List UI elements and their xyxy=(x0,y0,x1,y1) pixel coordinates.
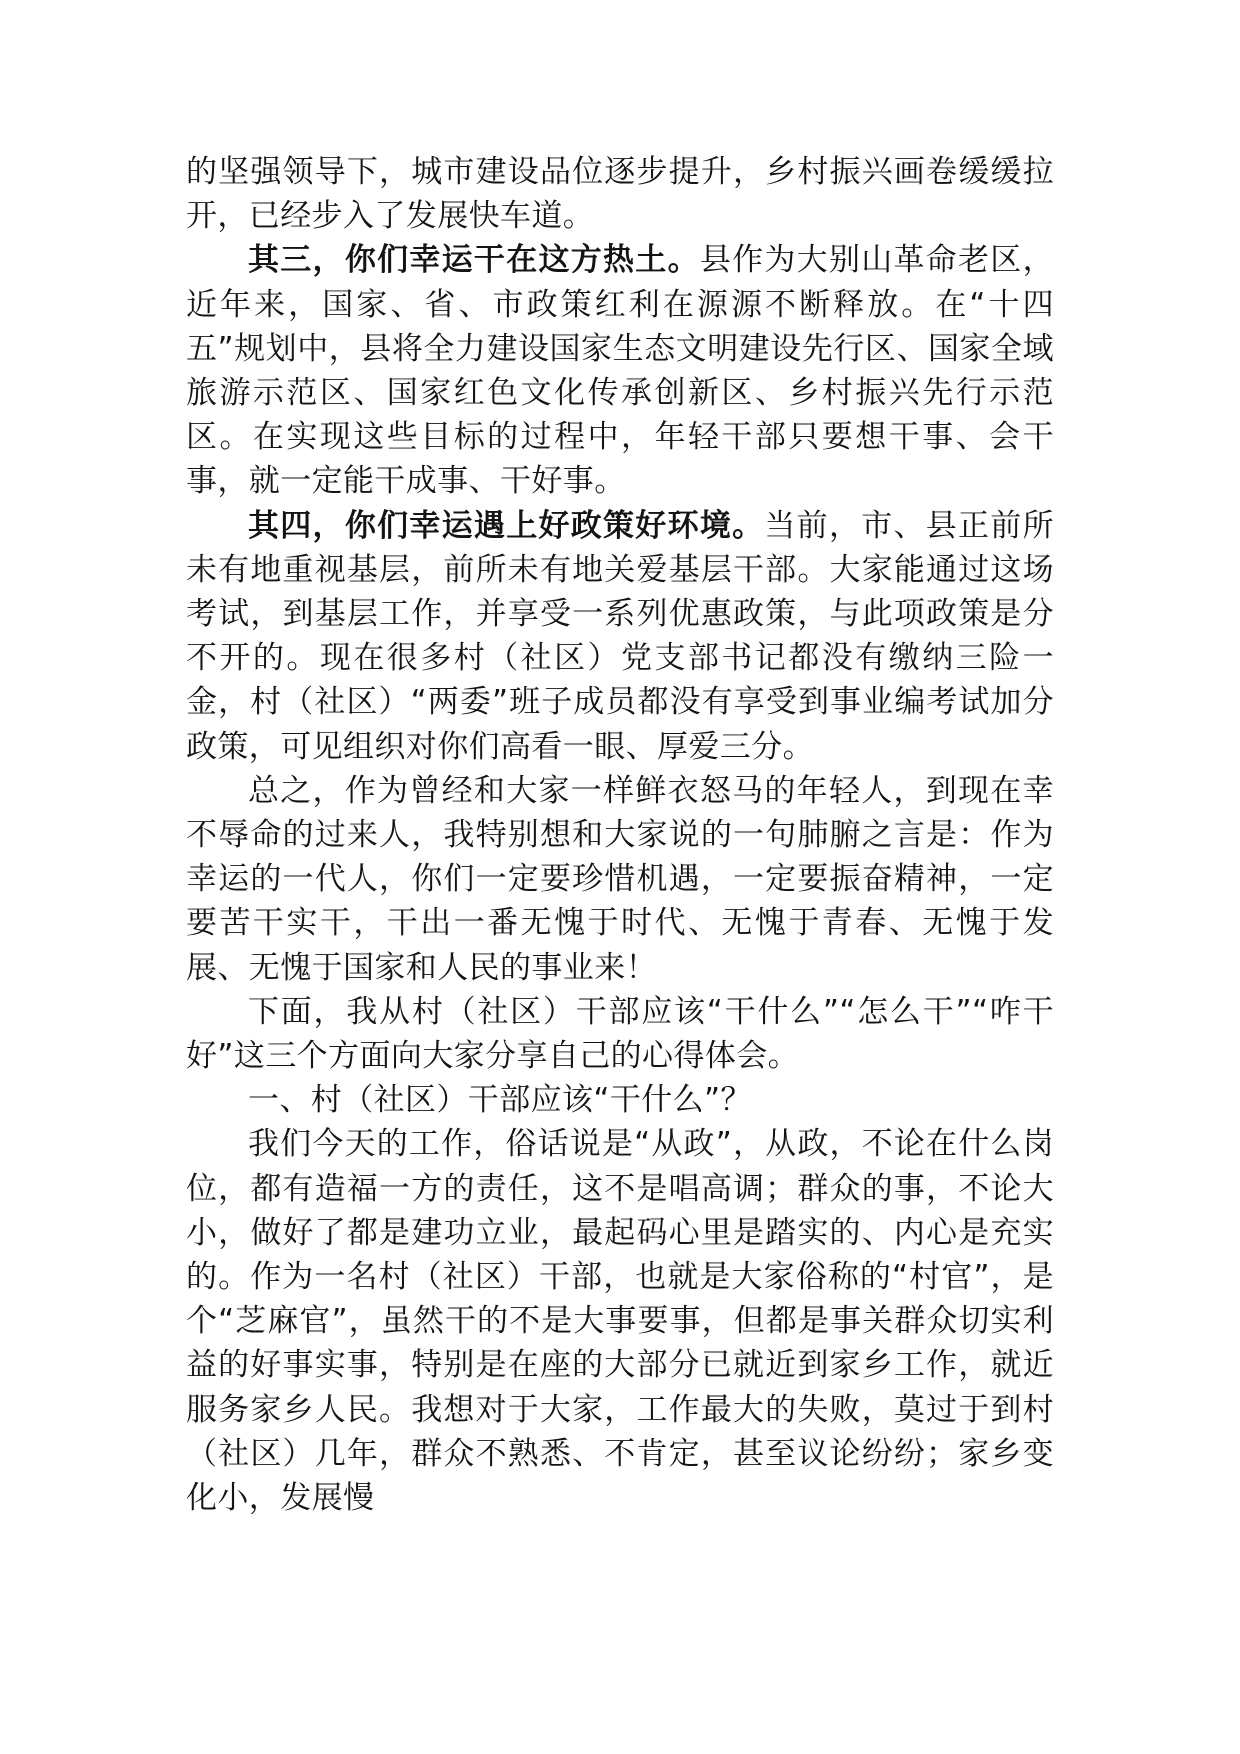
paragraph-2 xyxy=(186,238,1054,503)
paragraph-2-lead: 其三，你们幸运干在这方热土。 xyxy=(248,242,700,279)
paragraph-3-lead: 其四，你们幸运遇上好政策好环境。 xyxy=(248,507,765,544)
paragraph-5-text: 下面，我从村（社区）干部应该“干什么”“怎么干”“咋干好”这三个方面向大家分享自己的心得体会。 xyxy=(186,993,1054,1075)
paragraph-3 xyxy=(186,504,1054,769)
paragraph-2-text: 县作为大别山革命老区，近年来，国家、省、市政策红利在源源不断释放。在“十四五”规划中，县将全力建设国家生态文明建设先行区、国家全域旅游示范区、国家红色文化传承创新区、乡村振兴先行示范区。在实现这些目标的过程中，年轻干部只要想干事、会干事，就一定能干成事、干好事。 xyxy=(186,242,1054,500)
paragraph-7 xyxy=(186,1122,1054,1520)
paragraph-1 xyxy=(186,150,1054,238)
paragraph-3-text: 当前，市、县正前所未有地重视基层，前所未有地关爱基层干部。大家能通过这场考试，到基层工作，并享受一系列优惠政策，与此项政策是分不开的。现在很多村（社区）党支部书记都没有缴纳三险一金，村（社区）“两委”班子成员都没有享受到事业编考试加分政策，可见组织对你们高看一眼、厚爱三分。 xyxy=(186,507,1054,765)
paragraph-4-text: 总之，作为曾经和大家一样鲜衣怒马的年轻人，到现在幸不辱命的过来人，我特别想和大家说的一句肺腑之言是：作为幸运的一代人，你们一定要珍惜机遇，一定要振奋精神，一定要苦干实干，干出一番无愧于时代、无愧于青春、无愧于发展、无愧于国家和人民的事业来！ xyxy=(186,772,1054,986)
paragraph-4 xyxy=(186,769,1054,990)
paragraph-5 xyxy=(186,990,1054,1078)
paragraph-1-text: 的坚强领导下，城市建设品位逐步提升，乡村振兴画卷缓缓拉开，已经步入了发展快车道。 xyxy=(186,154,1054,235)
section-heading-text: 一、村（社区）干部应该“干什么”？ xyxy=(248,1082,752,1119)
document-body xyxy=(186,150,1054,1520)
paragraph-7-text: 我们今天的工作，俗话说是“从政”，从政，不论在什么岗位，都有造福一方的责任，这不是唱高调；群众的事，不论大小，做好了都是建功立业，最起码心里是踏实的、内心是充实的。作为一名村（社区）干部，也就是大家俗称的“村官”，是个“芝麻官”，虽然干的不是大事要事，但都是事关群众切实利益的好事实事，特别是在座的大部分已就近到家乡工作，就近服务家乡人民。我想对于大家，工作最大的失败，莫过于到村（社区）几年，群众不熟悉、不肯定，甚至议论纷纷；家乡变化小，发展慢 xyxy=(186,1126,1054,1517)
section-heading xyxy=(186,1078,1054,1122)
